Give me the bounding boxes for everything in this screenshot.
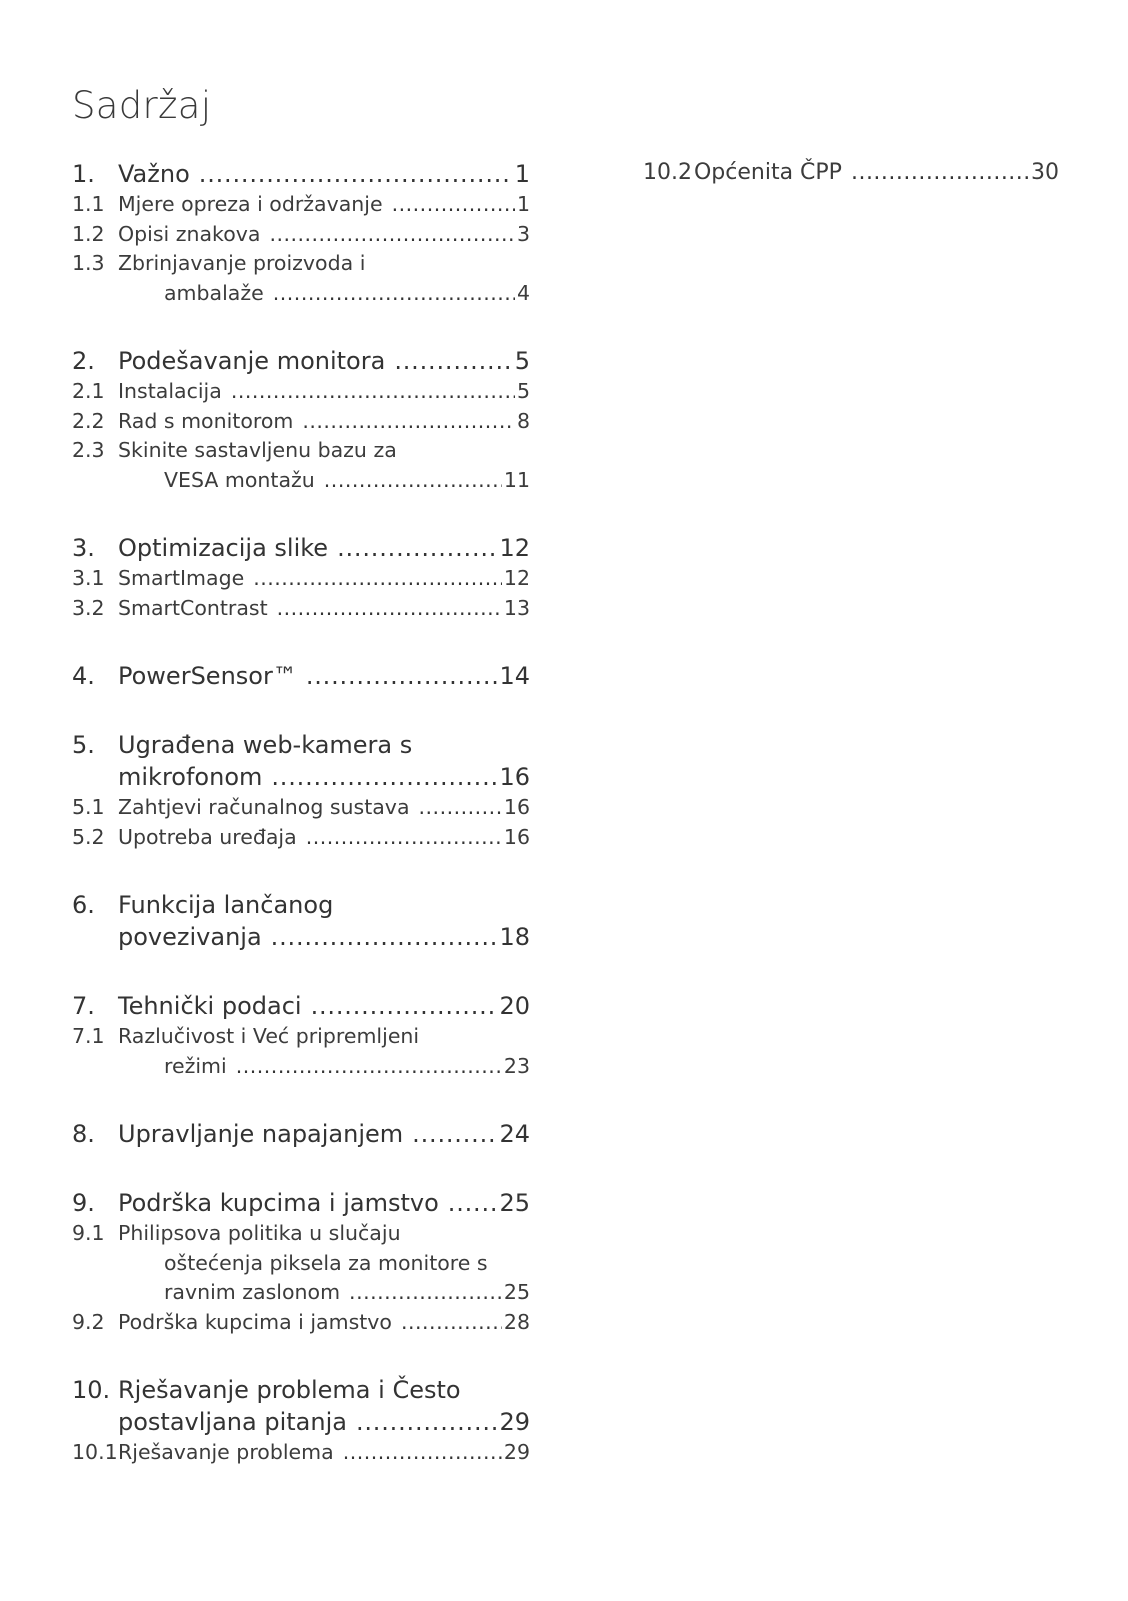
toc-subentry[interactable] xyxy=(72,436,530,495)
toc-line xyxy=(72,564,530,594)
toc-section xyxy=(72,1374,530,1468)
toc-page-number: 14 xyxy=(499,662,530,690)
toc-dot-leader xyxy=(271,761,497,793)
toc-section xyxy=(72,660,530,692)
toc-entry[interactable] xyxy=(72,660,530,692)
toc-title-text: Rad s monitorom xyxy=(118,408,294,433)
toc-section xyxy=(72,345,530,495)
toc-line xyxy=(72,729,530,761)
toc-page-number: 12 xyxy=(503,566,530,590)
toc-subentry[interactable] xyxy=(72,793,530,823)
toc-dot-leader xyxy=(349,1278,502,1308)
toc-section xyxy=(72,729,530,852)
toc-page-number: 4 xyxy=(516,280,530,305)
toc-page-number: 16 xyxy=(503,795,530,819)
toc-subentry[interactable] xyxy=(643,158,1059,188)
toc-number: 5.2 xyxy=(72,824,105,849)
toc-dot-leader xyxy=(273,279,515,309)
toc-line xyxy=(118,761,530,793)
toc-page-number: 12 xyxy=(499,534,530,562)
toc-page-number: 13 xyxy=(503,595,530,620)
toc-line xyxy=(72,1187,530,1219)
toc-title-text: Podešavanje monitora xyxy=(118,347,386,375)
toc-subentry[interactable] xyxy=(72,1219,530,1308)
toc-number: 1.2 xyxy=(72,221,105,246)
toc-title-text: Skinite sastavljenu bazu za xyxy=(118,438,397,462)
toc-line xyxy=(72,1438,530,1468)
toc-line xyxy=(72,1308,530,1338)
toc-number: 2.2 xyxy=(72,408,105,433)
toc-page-number: 5 xyxy=(516,379,530,403)
toc-dot-leader xyxy=(253,564,502,594)
toc-section xyxy=(643,158,1059,188)
toc-title-text: Funkcija lančanog xyxy=(118,891,334,919)
toc-dot-leader xyxy=(412,1118,497,1150)
toc-dot-leader xyxy=(337,532,497,564)
toc-title-text: VESA montažu xyxy=(164,467,315,492)
toc-title-text: Općenita ČPP xyxy=(693,160,842,185)
toc-page-number: 1 xyxy=(514,160,530,188)
toc-page-number: 30 xyxy=(1031,160,1059,185)
toc-line xyxy=(72,1118,530,1150)
toc-dot-leader xyxy=(392,190,515,220)
toc-title-text: Instalacija xyxy=(118,379,222,403)
toc-entry[interactable] xyxy=(72,990,530,1022)
toc-number: 2.1 xyxy=(72,379,105,403)
toc-title-text: Rješavanje problema xyxy=(118,1440,334,1464)
toc-title-text: SmartImage xyxy=(118,566,245,590)
toc-title-text: SmartContrast xyxy=(118,595,268,620)
toc-line xyxy=(72,889,530,921)
toc-right-column xyxy=(643,158,1059,225)
toc-line xyxy=(72,158,530,190)
toc-title-text: Philipsova politika u slučaju xyxy=(118,1221,401,1245)
toc-page-number: 16 xyxy=(499,763,530,791)
toc-line xyxy=(72,823,530,853)
toc-number: 1.1 xyxy=(72,192,105,216)
toc-line xyxy=(72,532,530,564)
toc-dot-leader xyxy=(851,158,1029,188)
toc-title-text: Zbrinjavanje proizvoda i xyxy=(118,251,366,275)
toc-title-text: Upotreba uređaja xyxy=(118,824,297,849)
toc-title-text: Optimizacija slike xyxy=(118,534,329,562)
toc-line xyxy=(72,990,530,1022)
toc-number: 7.1 xyxy=(72,1024,105,1048)
toc-subentry[interactable] xyxy=(72,1438,530,1468)
toc-dot-leader xyxy=(401,1308,502,1338)
toc-left-column xyxy=(72,158,530,1505)
toc-line xyxy=(164,279,530,309)
toc-line xyxy=(72,1022,530,1052)
toc-title-text: Podrška kupcima i jamstvo xyxy=(118,1309,392,1334)
toc-number: 5. xyxy=(72,731,95,759)
toc-number: 1. xyxy=(72,160,95,188)
toc-title-text: ravnim zaslonom xyxy=(164,1280,341,1304)
toc-line xyxy=(72,793,530,823)
toc-entry[interactable] xyxy=(72,158,530,190)
toc-title-text: postavljana pitanja xyxy=(118,1408,347,1436)
toc-page-number: 18 xyxy=(499,923,530,951)
toc-number: 8. xyxy=(72,1120,95,1148)
toc-title-text: Mjere opreza i održavanje xyxy=(118,192,383,216)
toc-title-text: PowerSensor™ xyxy=(118,662,297,690)
toc-section xyxy=(72,1187,530,1337)
toc-title-text: Ugrađena web-kamera s xyxy=(118,731,413,759)
toc-number: 3. xyxy=(72,534,95,562)
toc-page-number: 25 xyxy=(503,1280,530,1304)
toc-subentry[interactable] xyxy=(72,190,530,220)
toc-subentry[interactable] xyxy=(72,1308,530,1338)
toc-page-number: 8 xyxy=(516,408,530,433)
toc-title-text: Podrška kupcima i jamstvo xyxy=(118,1189,439,1217)
toc-entry[interactable] xyxy=(72,729,530,793)
toc-dot-leader xyxy=(419,793,502,823)
toc-title-text: oštećenja piksela za monitore s xyxy=(164,1250,488,1275)
toc-page-number: 16 xyxy=(503,824,530,849)
toc-page-number: 3 xyxy=(516,221,530,246)
toc-page-number: 5 xyxy=(514,347,530,375)
toc-section xyxy=(72,990,530,1081)
toc-title-text: režimi xyxy=(164,1053,227,1078)
toc-dot-leader xyxy=(356,1406,498,1438)
toc-subentry[interactable] xyxy=(72,407,530,437)
toc-dot-leader xyxy=(394,345,512,377)
toc-number: 10. xyxy=(72,1376,111,1404)
toc-line xyxy=(164,466,530,496)
toc-line xyxy=(72,249,530,279)
toc-number: 3.1 xyxy=(72,566,105,590)
toc-page-number: 29 xyxy=(499,1408,530,1436)
toc-number: 9. xyxy=(72,1189,95,1217)
toc-dot-leader xyxy=(343,1438,502,1468)
toc-subentry[interactable] xyxy=(72,1022,530,1081)
page-title: Sadržaj xyxy=(72,84,212,127)
toc-subentry[interactable] xyxy=(72,823,530,853)
toc-number: 10.1 xyxy=(72,1440,118,1464)
toc-line xyxy=(164,1278,530,1308)
toc-title-text: Upravljanje napajanjem xyxy=(118,1120,404,1148)
toc-title-text: Razlučivost i Već pripremljeni xyxy=(118,1024,420,1048)
toc-title-text: ambalaže xyxy=(164,280,264,305)
toc-line xyxy=(72,1374,530,1406)
toc-subentry[interactable] xyxy=(72,377,530,407)
toc-dot-leader xyxy=(302,407,515,437)
toc-dot-leader xyxy=(236,1052,502,1082)
toc-page-number: 1 xyxy=(516,192,530,216)
toc-page-number: 24 xyxy=(499,1120,530,1148)
toc-section xyxy=(72,1118,530,1150)
toc-number: 10.2 xyxy=(643,160,692,185)
toc-number: 5.1 xyxy=(72,795,105,819)
toc-entry[interactable] xyxy=(72,1118,530,1150)
toc-dot-leader xyxy=(306,660,498,692)
toc-number: 2. xyxy=(72,347,95,375)
toc-line xyxy=(72,1219,530,1249)
toc-page-number: 11 xyxy=(503,467,530,492)
toc-line xyxy=(72,660,530,692)
toc-dot-leader xyxy=(199,158,513,190)
toc-line xyxy=(72,377,530,407)
toc-dot-leader xyxy=(306,823,502,853)
toc-page-number: 20 xyxy=(499,992,530,1020)
toc-line xyxy=(72,190,530,220)
toc-entry[interactable] xyxy=(72,1187,530,1219)
toc-number: 3.2 xyxy=(72,595,105,620)
toc-title-text: Rješavanje problema i Često xyxy=(118,1376,461,1404)
toc-entry[interactable] xyxy=(72,345,530,377)
toc-entry[interactable] xyxy=(72,532,530,564)
toc-line xyxy=(643,158,1059,188)
toc-page-number: 29 xyxy=(503,1440,530,1464)
toc-dot-leader xyxy=(269,220,515,250)
toc-dot-leader xyxy=(271,921,498,953)
toc-line xyxy=(118,1406,530,1438)
toc-entry[interactable] xyxy=(72,889,530,953)
toc-title-text: Opisi znakova xyxy=(118,221,261,246)
toc-title-text: Zahtjevi računalnog sustava xyxy=(118,795,410,819)
toc-dot-leader xyxy=(448,1187,498,1219)
toc-section xyxy=(72,532,530,623)
toc-title-text: povezivanja xyxy=(118,923,262,951)
toc-dot-leader xyxy=(311,990,498,1022)
toc-dot-leader xyxy=(277,594,502,624)
toc-subentry[interactable] xyxy=(72,564,530,594)
toc-page-number: 23 xyxy=(503,1053,530,1078)
toc-dot-leader xyxy=(231,377,515,407)
toc-line xyxy=(164,1249,530,1279)
toc-page-number: 28 xyxy=(503,1309,530,1334)
toc-number: 6. xyxy=(72,891,95,919)
toc-dot-leader xyxy=(324,466,502,496)
toc-line xyxy=(72,345,530,377)
toc-number: 7. xyxy=(72,992,95,1020)
toc-number: 2.3 xyxy=(72,438,105,462)
toc-line xyxy=(72,594,530,624)
toc-number: 4. xyxy=(72,662,95,690)
toc-number: 9.1 xyxy=(72,1221,105,1245)
toc-title-text: Tehnički podaci xyxy=(118,992,302,1020)
toc-entry[interactable] xyxy=(72,1374,530,1438)
toc-subentry[interactable] xyxy=(72,220,530,250)
toc-title-text: mikrofonom xyxy=(118,763,263,791)
toc-subentry[interactable] xyxy=(72,249,530,308)
toc-line xyxy=(72,436,530,466)
toc-number: 1.3 xyxy=(72,251,105,275)
toc-line xyxy=(72,220,530,250)
toc-section xyxy=(72,158,530,308)
toc-section xyxy=(72,889,530,953)
toc-page-number: 25 xyxy=(499,1189,530,1217)
toc-line xyxy=(164,1052,530,1082)
toc-line xyxy=(118,921,530,953)
toc-title-text: Važno xyxy=(118,160,190,188)
toc-line xyxy=(72,407,530,437)
toc-number: 9.2 xyxy=(72,1309,105,1334)
toc-subentry[interactable] xyxy=(72,594,530,624)
